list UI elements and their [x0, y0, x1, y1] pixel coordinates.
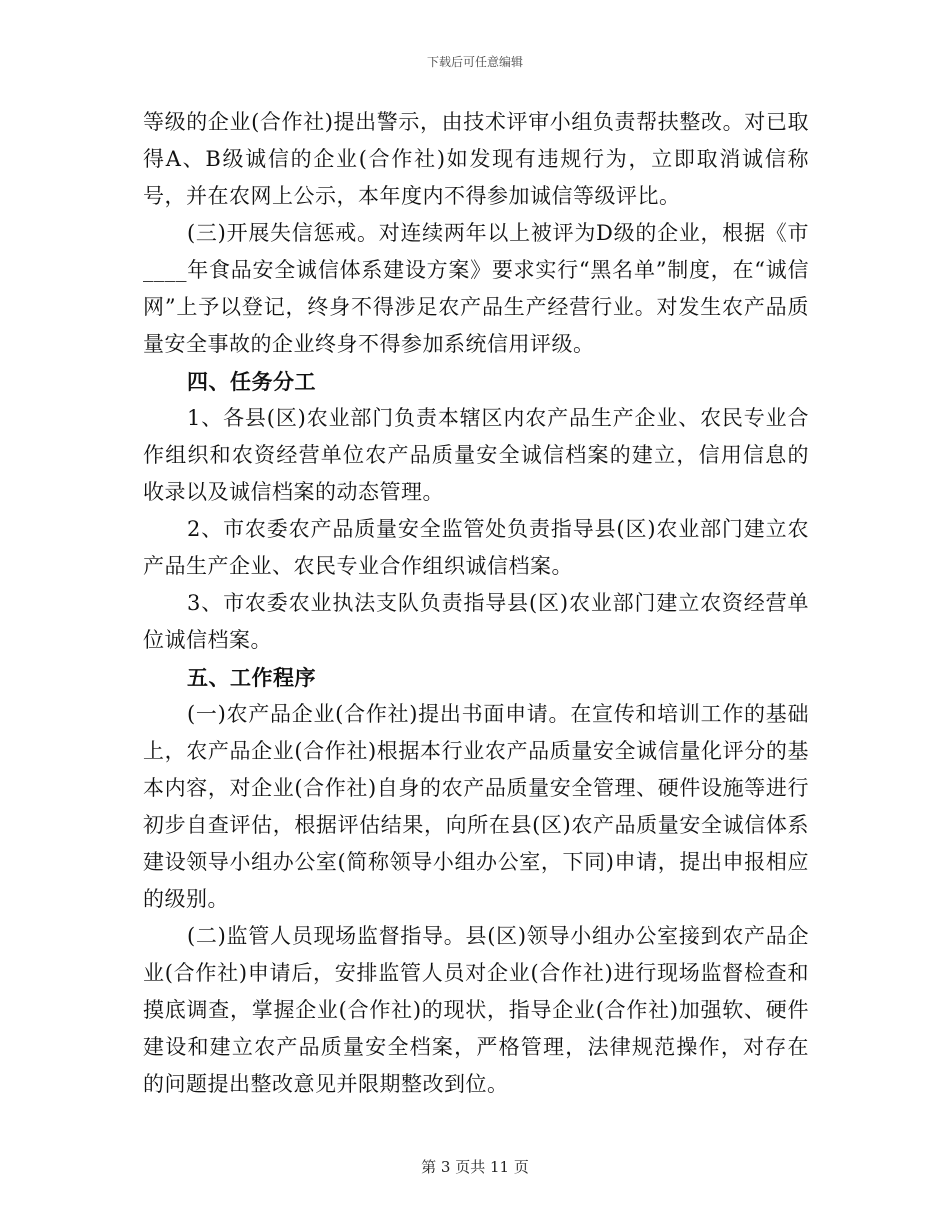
paragraph-procedure-1: (一)农产品企业(合作社)提出书面申请。在宣传和培训工作的基础上，农产品企业(合作社)根据本行业农产品质量安全诚信量化评分的基本内容，对企业(合作社)自身的农产品质量安全管理、硬件设施等进行初步自查评估，根据评估结果，向所在县(区)农产品质量安全诚信体系建设领导小组办公室(简称领导小组办公室，下同)申请，提出申报相应的级别。 — [143, 702, 809, 911]
document-body — [143, 104, 809, 1103]
paragraph-task-1: 1、各县(区)农业部门负责本辖区内农产品生产企业、农民专业合作组织和农资经营单位农产品质量安全诚信档案的建立，信用信息的收录以及诚信档案的动态管理。 — [143, 406, 809, 504]
section-heading-task-division: 四、任务分工 — [187, 369, 316, 394]
page-header-note: 下载后可任意编辑 — [426, 55, 523, 69]
paragraph-task-2: 2、市农委农产品质量安全监管处负责指导县(区)农业部门建立农产品生产企业、农民专业合作组织诚信档案。 — [143, 517, 809, 578]
paragraph-warning-continuation: 等级的企业(合作社)提出警示，由技术评审小组负责帮扶整改。对已取得A、B级诚信的企业(合作社)如发现有违规行为，立即取消诚信称号，并在农网上公示，本年度内不得参加诚信等级评比。 — [143, 110, 809, 208]
paragraph-procedure-2: (二)监管人员现场监督指导。县(区)领导小组办公室接到农产品企业(合作社)申请后，安排监管人员对企业(合作社)进行现场监督检查和摸底调查，掌握企业(合作社)的现状，指导企业(合作社)加强软、硬件建设和建立农产品质量安全档案，严格管理，法律规范操作，对存在的问题提出整改意见并限期整改到位。 — [143, 924, 809, 1096]
page-number-footer: 第 3 页共 11 页 — [421, 1158, 529, 1176]
paragraph-task-3: 3、市农委农业执法支队负责指导县(区)农业部门建立农资经营单位诚信档案。 — [143, 591, 809, 652]
section-heading-work-procedure: 五、工作程序 — [187, 665, 316, 690]
paragraph-dishonesty-punishment: (三)开展失信惩戒。对连续两年以上被评为D级的企业，根据《市____年食品安全诚信体系建设方案》要求实行“黑名单”制度，在“诚信网”上予以登记，终身不得涉足农产品生产经营行业。对发生农产品质量安全事故的企业终身不得参加系统信用评级。 — [143, 221, 809, 356]
